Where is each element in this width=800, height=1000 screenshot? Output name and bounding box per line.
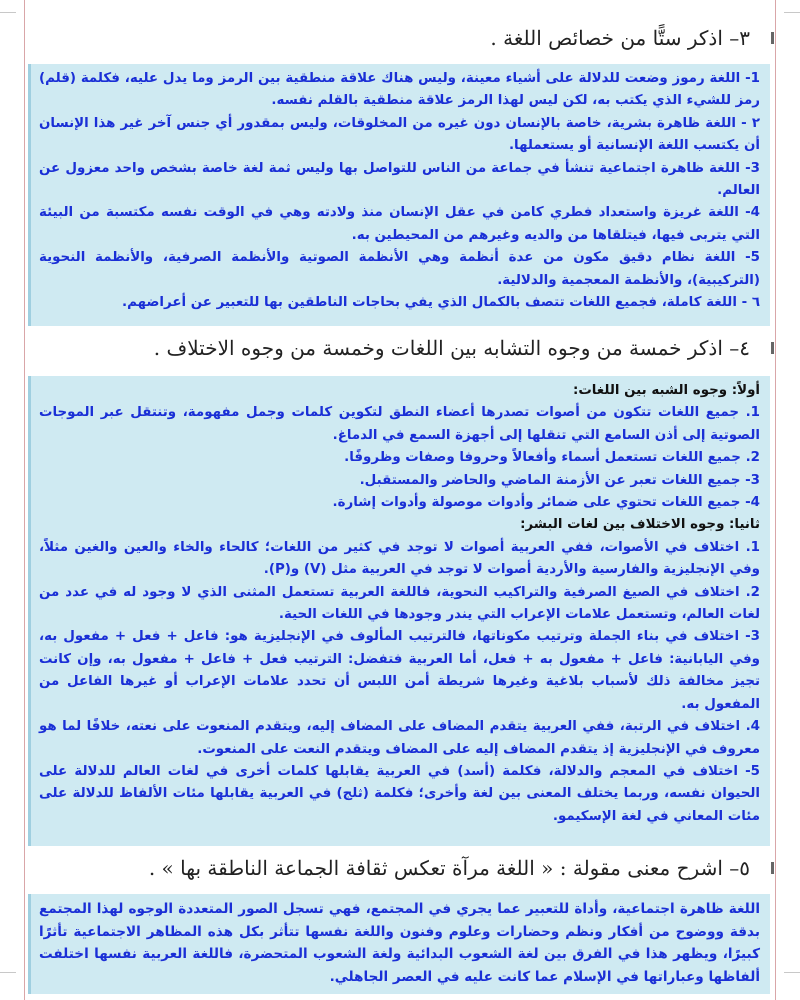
answer-3-item-4: 4- اللغة غريزة واستعداد فطري كامن في عقل الإنسان منذ ولادته وهي في الوقت نفسه مكتسبة من البيئة التي يتربى فيها، فيتلقاها من والديه وغيرهم من المحيطين به. [39,205,760,243]
difference-item-2: 2. اختلاف في الصيغ الصرفية والتراكيب النحوية، فاللغة العربية تستعمل المثنى الذي لا وجود له في عدد من لغات العالم، وتستعمل علامات الإعراب التي يندر وجودها في اللغات الحية. [39,584,760,623]
similarity-item-1: 1. جميع اللغات تتكون من أصوات تصدرها أعضاء النطق لتكوين كلمات وجمل مفهومة، وتنتقل عبر الموجات الصوتية إلى أذن السامع التي تنقلها إلى أجهزة السمع في الدماغ. [39,405,760,443]
similarity-item-3: 3- جميع اللغات تعبر عن الأزمنة الماضي والحاضر والمستقبل. [359,472,760,488]
question-5-heading [26,856,774,880]
similarity-item-2: 2. جميع اللغات تستعمل أسماء وأفعالاً وحروفا وصفات وظروفًا. [344,450,760,466]
answer-3-item-5: 5- اللغة نظام دقيق مكون من عدة أنظمة وهي الأنظمة الصوتية والأنظمة الصرفية، والأنظمة النحوية (التركيبية)، والأنظمة المعجمية والدلالية. [39,250,760,288]
answer-5-box [28,894,770,994]
differences-heading: ثانيا: وجوه الاختلاف بين لغات البشر: [520,517,760,533]
question-3-title: ٣– اذكر ستًّا من خصائص اللغة . [490,26,750,50]
difference-item-4: 4. اختلاف في الرتبة، ففي العربية يتقدم المضاف على المضاف إليه، ويتقدم المنعوت على نعته، خلافًا لما هو معروف في الإنجليزية إذ يتقدم المضاف إليه على المضاف ويتقدم النعت على المنعوت. [39,719,760,757]
question-4-heading [26,336,774,360]
similarities-heading: أولاً: وجوه الشبه بين اللغات: [572,383,760,398]
page-margin-left [24,0,25,1000]
answer-3-item-3: 3- اللغة ظاهرة اجتماعية تنشأ في جماعة من الناس للتواصل بها وليس ثمة لغة خاصة بشخص واحد معزول عن العالم. [39,160,760,199]
answer-3-box [28,64,770,326]
answer-4-box [28,376,770,846]
question-3-heading [26,26,774,50]
crop-mark [0,12,16,13]
crop-mark [784,12,800,13]
answer-3-item-2: ٢ - اللغة ظاهرة بشرية، خاصة بالإنسان دون غيره من المخلوقات، وليس بمقدور أي جنس آخر غير هذا الإنسان أن يكتسب اللغة الإنسانية أو يستعملها. [39,115,760,154]
difference-item-3: 3- اختلاف في بناء الجملة وترتيب مكوناتها، فالترتيب المألوف في الإنجليزية هو: فاعل + فعل + مفعول به، وفي اليابانية: فاعل + مفعول به + فعل، أما العربية فتفضل: الترتيب فعل + فاعل + مفعول به، وإن كانت تجيز مخالفة ذلك لأسباب بلاغية وغيرها شريطة أمن اللبس أن تحدد علامات الإعراب أو غيرها الفاعل من المفعول به. [39,629,760,712]
crop-mark [784,972,800,973]
answer-3-item-1: 1- اللغة رموز وضعت للدلالة على أشياء معينة، وليس هناك علاقة منطقية بين الرمز وما يدل عليه، فكلمة (قلم) رمز للشيء الذي يكتب به، لكن ليس لهذا الرمز علاقة منطقية بالقلم نفسه. [39,71,760,109]
question-4-title: ٤– اذكر خمسة من وجوه التشابه بين اللغات وخمسة من وجوه الاختلاف . [153,336,750,360]
question-5-title: ٥– اشرح معنى مقولة : « اللغة مرآة تعكس ثقافة الجماعة الناطقة بها » . [148,856,750,880]
similarity-item-4: 4- جميع اللغات تحتوي على ضمائر وأدوات موصولة وأدوات إشارة. [332,495,760,511]
difference-item-1: 1. اختلاف في الأصوات، ففي العربية أصوات لا توجد في كثير من اللغات؛ كالحاء والخاء والعين والغين مثلاً، وفي الإنجليزية والفارسية والأردية أصوات لا توجد في العربية مثل (V) و(P). [39,539,760,578]
page-margin-right [775,0,776,1000]
crop-mark [0,972,16,973]
answer-5-text: اللغة ظاهرة اجتماعية، وأداة للتعبير عما يجري في المجتمع، فهي تسجل الصور المتعددة الوجوه لهذا المجتمع بدقة ووضوح من أفكار ونظم وحضارات وعلوم وفنون واللغة نفسها تتأثر بكل هذه المظاهر الاجتماعية تأثرًا كبيرًا، ويظهر هذا في الفرق بين لغة الشعوب البدائية ولغة الشعوب المتحضرة، فاللغة العربية نفسها اختلفت ألفاظها وعباراتها في الإسلام عما كانت عليه في العصر الجاهلي. [39,901,760,985]
difference-item-5: 5- اختلاف في المعجم والدلالة، فكلمة (أسد) في العربية يقابلها كلمات أخرى في لغات العالم للدلالة على الحيوان نفسه، وربما يختلف المعنى بين لغة وأخرى؛ فكلمة (ثلج) في العربية يقابلها مئات الألفاظ للدلالة على مئات المعاني في لغة الإسكيمو. [39,763,760,824]
answer-3-item-6: ٦ - اللغة كاملة، فجميع اللغات تتصف بالكمال الذي يفي بحاجات الناطقين بها للتعبير عن أعراضهم. [122,295,760,311]
